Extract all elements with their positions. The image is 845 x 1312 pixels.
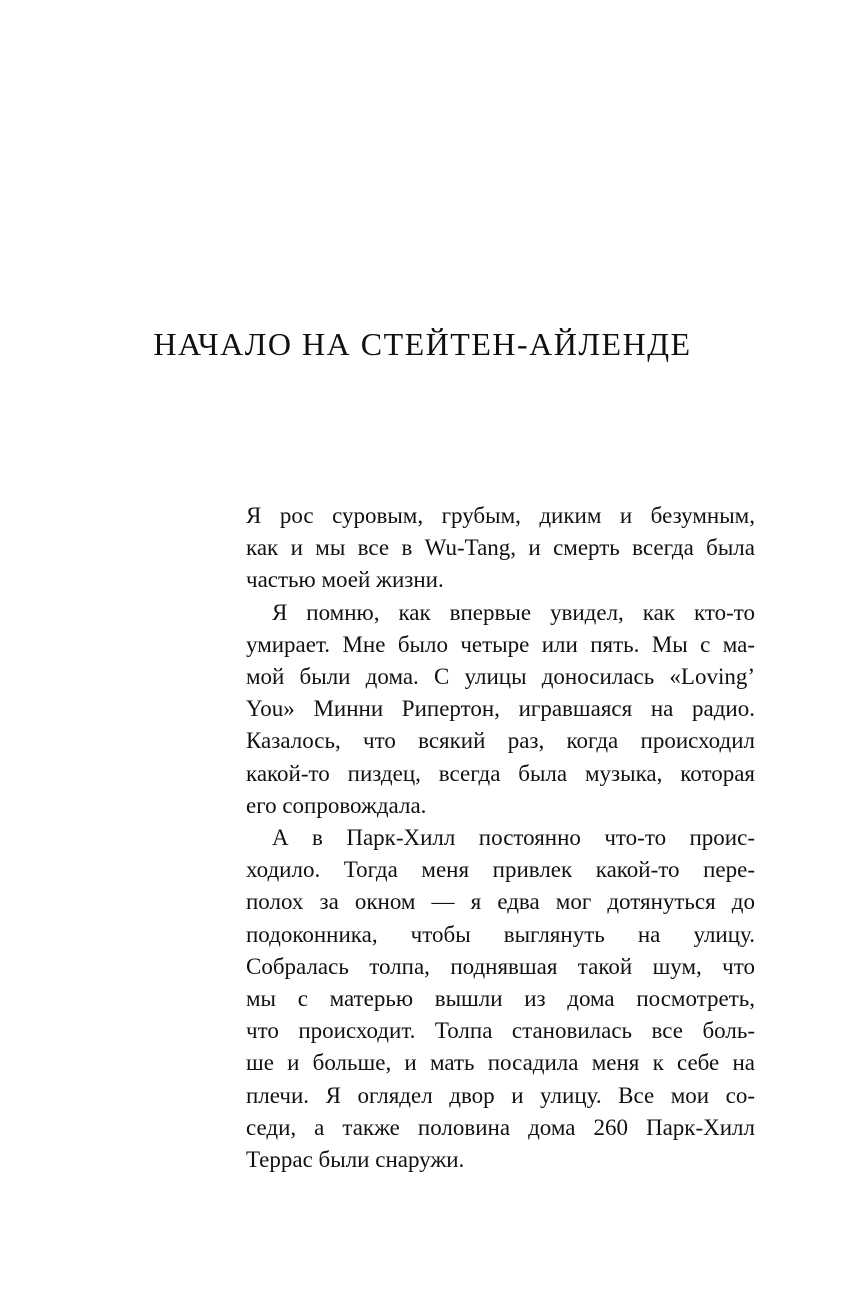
- text-line: мой были дома. С улицы доносилась «Loving’: [246, 664, 755, 690]
- paragraph-1: [246, 500, 755, 597]
- body-text: [246, 500, 755, 1176]
- text-line: Я рос суровым, грубым, диким и безумным,: [246, 503, 755, 528]
- text-line: умирает. Мне было четыре или пять. Мы с ма-: [246, 631, 755, 657]
- text-line: его сопровождала.: [246, 792, 427, 818]
- text-line: седи, а также половина дома 260 Парк-Хилл: [246, 1114, 755, 1140]
- paragraph-3: [246, 822, 755, 1176]
- text-line: что происходит. Толпа становилась все боль-: [246, 1018, 755, 1044]
- text-line: подоконника, чтобы выглянуть на улицу.: [246, 921, 755, 947]
- text-line: Я помню, как впервые увидел, как кто-то: [272, 599, 755, 625]
- text-line: мы с матерью вышли из дома посмотреть,: [246, 986, 755, 1012]
- text-line: You» Минни Рипертон, игравшаяся на радио.: [246, 696, 755, 722]
- text-line: А в Парк-Хилл постоянно что-то проис-: [272, 825, 755, 851]
- text-line: Террас были снаружи.: [246, 1147, 465, 1173]
- paragraph-2: [246, 597, 755, 822]
- text-line: ше и больше, и мать посадила меня к себе на: [246, 1050, 755, 1076]
- text-line: Казалось, что всякий раз, когда происходил: [246, 728, 755, 754]
- text-line: частью моей жизни.: [246, 567, 444, 593]
- text-line: какой-то пиздец, всегда была музыка, которая: [246, 760, 755, 786]
- text-line: плечи. Я оглядел двор и улицу. Все мои со-: [246, 1082, 755, 1108]
- text-line: Собралась толпа, поднявшая такой шум, что: [246, 953, 755, 979]
- text-line: ходило. Тогда меня привлек какой-то пере-: [246, 857, 755, 883]
- text-line: как и мы все в Wu-Tang, и смерть всегда была: [246, 535, 755, 561]
- text-line: полох за окном — я едва мог дотянуться до: [246, 889, 755, 915]
- chapter-title: НАЧАЛО НА СТЕЙТЕН-АЙЛЕНДЕ: [153, 326, 692, 362]
